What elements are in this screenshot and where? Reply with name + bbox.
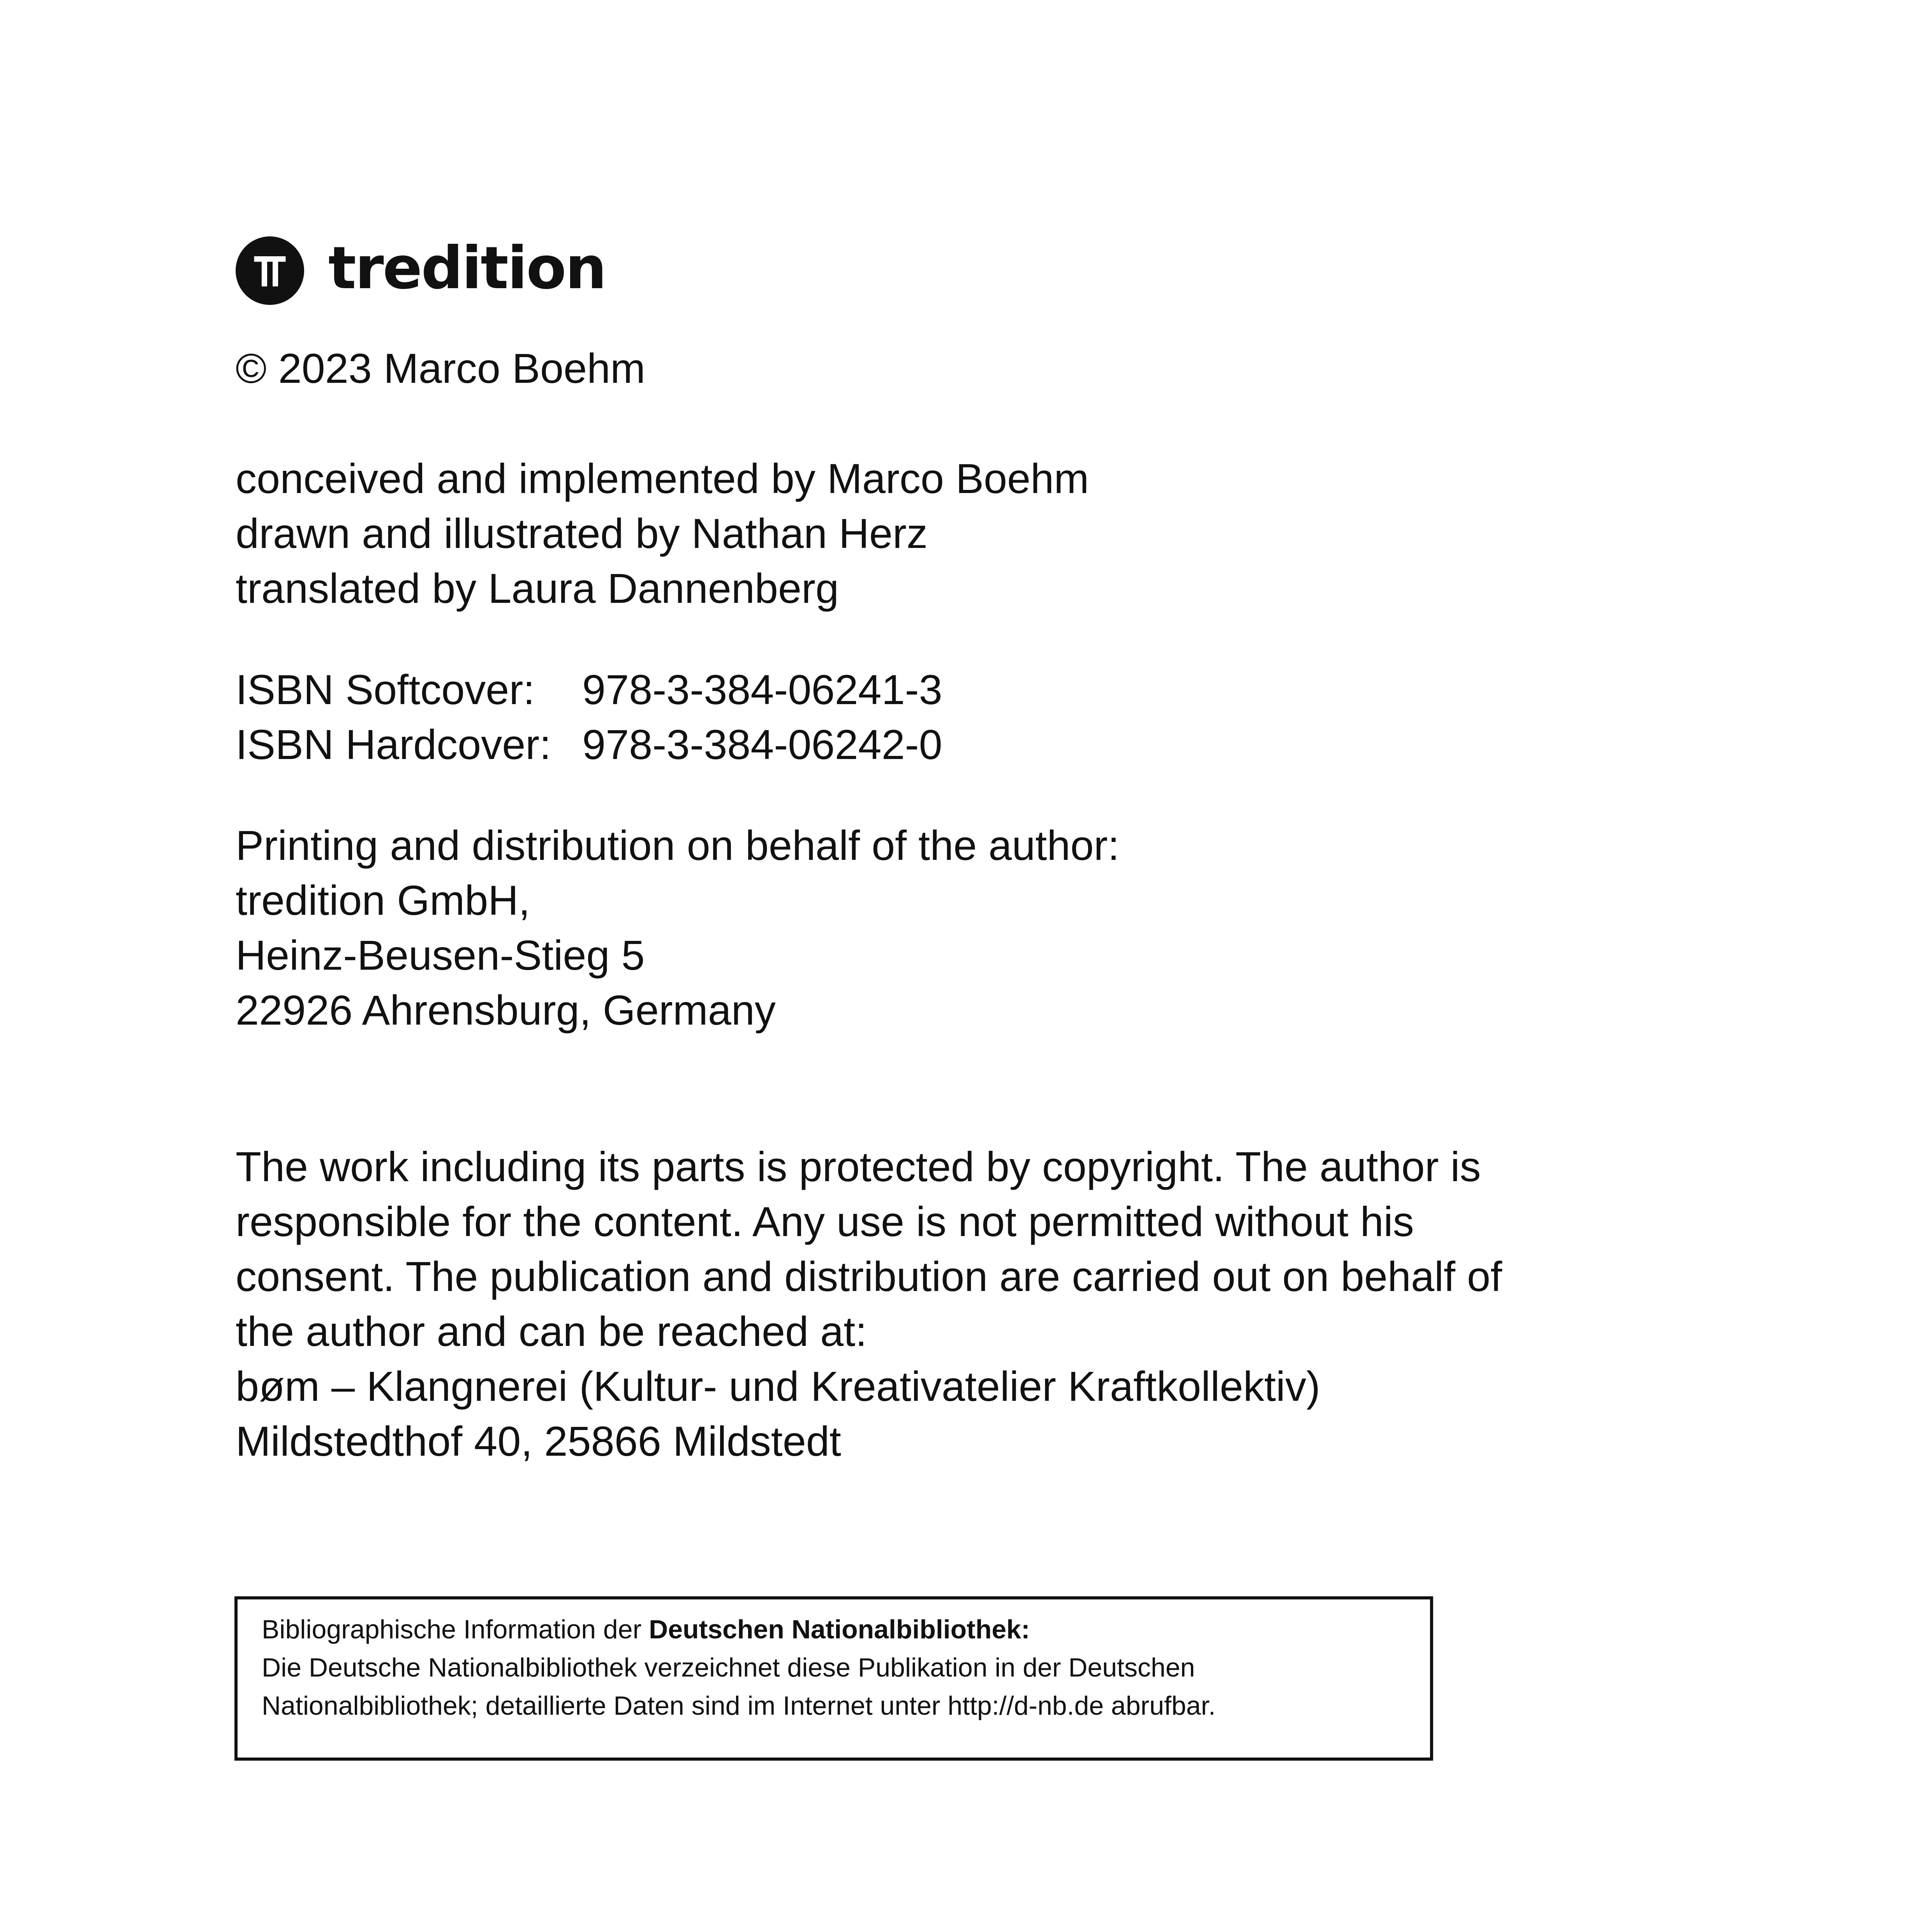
credits	[236, 451, 1089, 616]
isbn-value: 978-3-384-06242-0	[582, 721, 942, 768]
legal-line: consent. The publication and distribution are carried out on behalf of	[236, 1253, 1502, 1300]
legal-line: The work including its parts is protected by copyright. The author is	[236, 1143, 1481, 1190]
publisher-logo	[236, 236, 606, 306]
copyright-notice	[236, 341, 645, 396]
isbn-row-hardcover	[236, 717, 942, 772]
legal-line: bøm – Klangnerei (Kultur- und Kreativatelier Kraftkollektiv)	[236, 1363, 1321, 1410]
credit-line: translated by Laura Dannenberg	[236, 565, 839, 612]
printing-line: Heinz-Beusen-Stieg 5	[236, 932, 645, 979]
legal-line: responsible for the content. Any use is not permitted without his	[236, 1198, 1414, 1245]
dnb-info-box	[234, 1596, 1433, 1761]
dnb-text	[262, 1610, 1215, 1725]
isbn-label: ISBN Hardcover:	[236, 721, 551, 768]
printing-line: tredition GmbH,	[236, 877, 530, 924]
printing-line: 22926 Ahrensburg, Germany	[236, 986, 776, 1034]
legal-notice	[236, 1139, 1502, 1469]
dnb-line-2: Die Deutsche Nationalbibliothek verzeichnet diese Publikation in der Deutschen	[262, 1653, 1195, 1682]
dnb-bold-title: Deutschen Nationalbibliothek:	[649, 1615, 1030, 1644]
printing-line: Printing and distribution on behalf of the author:	[236, 822, 1120, 869]
credit-line: drawn and illustrated by Nathan Herz	[236, 510, 928, 557]
isbn-value: 978-3-384-06241-3	[582, 666, 942, 713]
isbn-row-softcover	[236, 662, 942, 717]
legal-line: Mildstedthof 40, 25866 Mildstedt	[236, 1418, 841, 1465]
publisher-wordmark: tredition	[328, 234, 606, 302]
credit-line: conceived and implemented by Marco Boehm	[236, 455, 1089, 502]
copyright-line: © 2023 Marco Boehm	[236, 345, 646, 392]
dnb-prefix: Bibliographische Information der	[262, 1615, 649, 1644]
isbn-list	[236, 662, 942, 772]
tredition-logo-icon	[236, 236, 304, 305]
legal-line: the author and can be reached at:	[236, 1308, 867, 1355]
dnb-line-3: Nationalbibliothek; detaillierte Daten sind im Internet unter http://d-nb.de abrufbar.	[262, 1691, 1216, 1721]
printing-info	[236, 818, 1120, 1037]
dnb-line-1	[262, 1610, 1215, 1648]
isbn-label: ISBN Softcover:	[236, 666, 535, 713]
